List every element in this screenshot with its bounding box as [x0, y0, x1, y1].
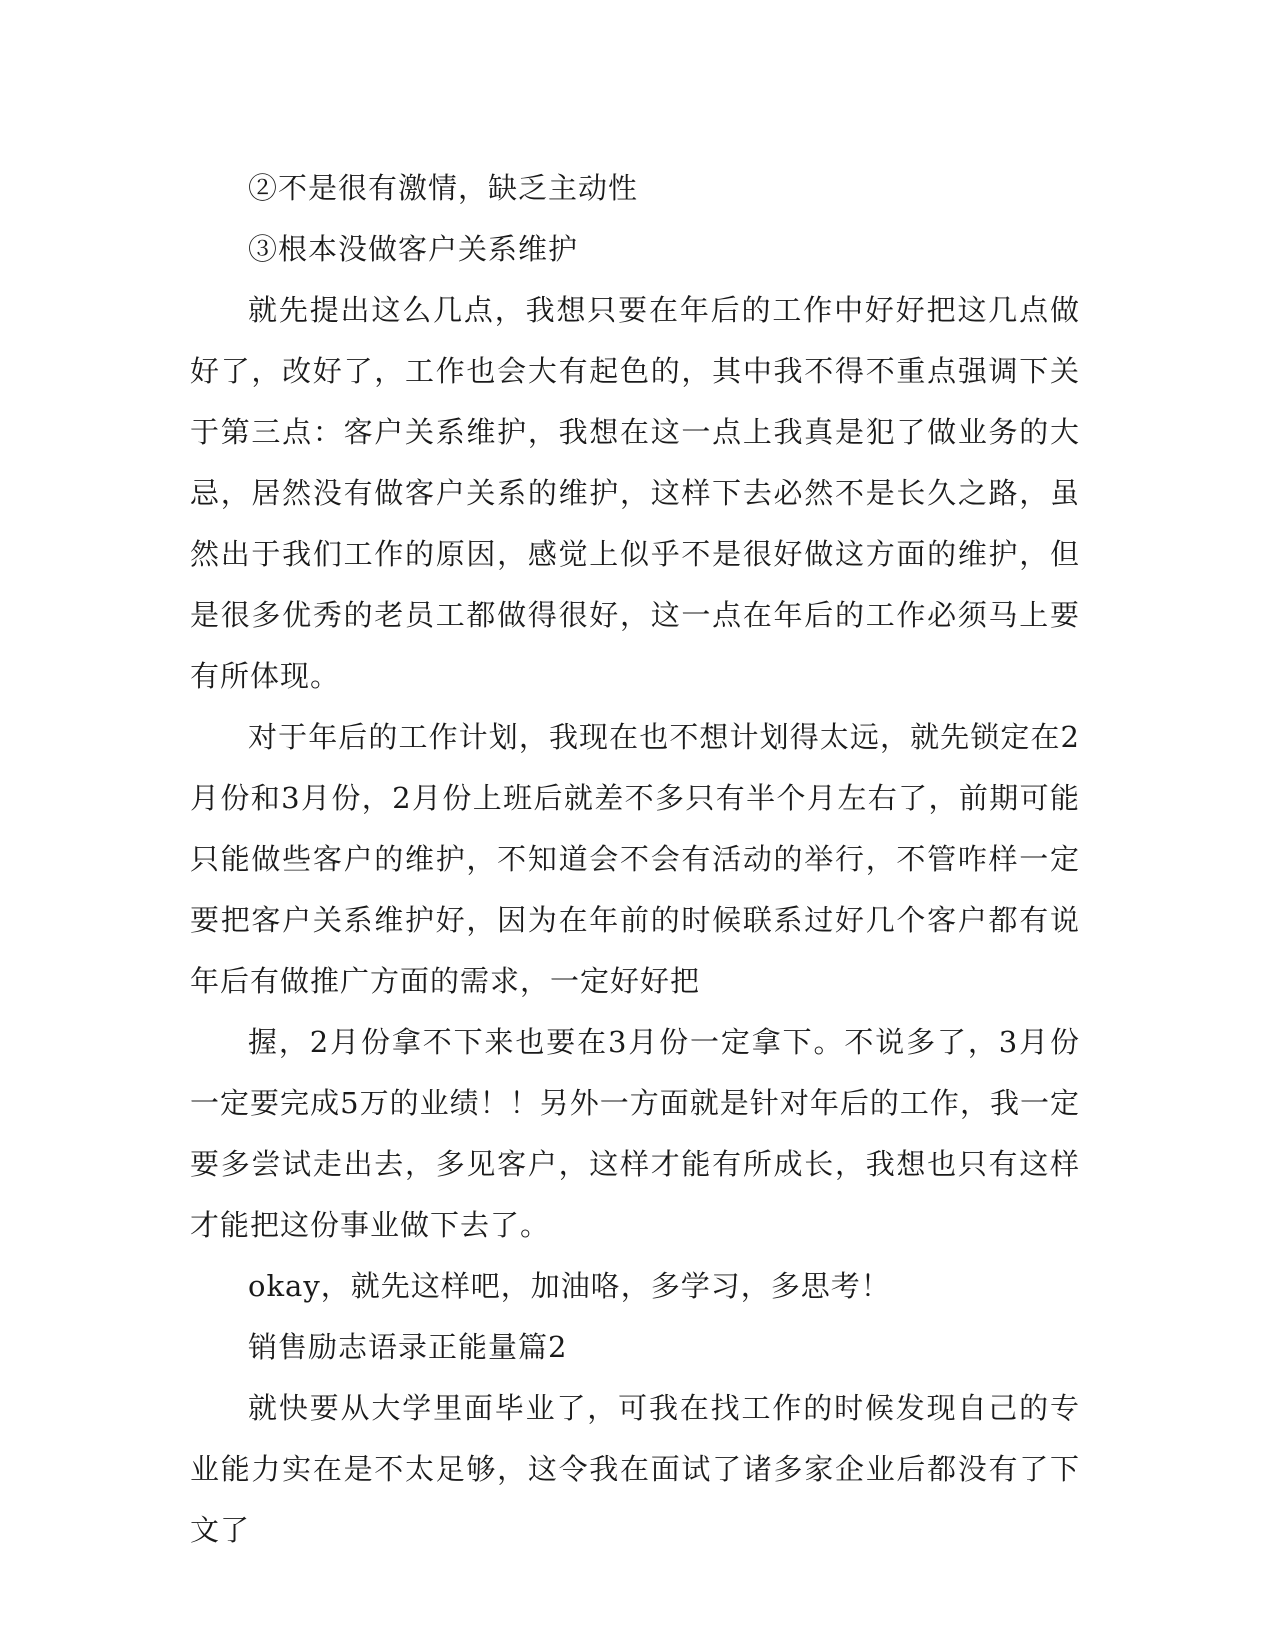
paragraph-goal: 握，2月份拿不下来也要在3月份一定拿下。不说多了，3月份一定要完成5万的业绩！！另外一方面就是针对年后的工作，我一定要多尝试走出去，多见客户，这样才能有所成长，我想也只有这样才能把这份事业做下去了。: [190, 1025, 1080, 1242]
paragraph-graduation: 就快要从大学里面毕业了，可我在找工作的时候发现自己的专业能力实在是不太足够，这令我在面试了诸多家企业后都没有了下文了: [190, 1391, 1080, 1547]
paragraph-point-2: ②不是很有激情，缺乏主动性: [248, 171, 639, 205]
document-body: [190, 158, 1080, 1561]
paragraph-point-3: ③根本没做客户关系维护: [248, 232, 579, 266]
paragraph-closing: okay，就先这样吧，加油咯，多学习，多思考！: [248, 1269, 891, 1303]
section-heading: 销售励志语录正能量篇2: [248, 1330, 568, 1364]
paragraph-customer-maintenance: 就先提出这么几点，我想只要在年后的工作中好好把这几点做好了，改好了，工作也会大有起色的，其中我不得不重点强调下关于第三点：客户关系维护，我想在这一点上我真是犯了做业务的大忌，居然没有做客户关系的维护，这样下去必然不是长久之路，虽然出于我们工作的原因，感觉上似乎不是很好做这方面的维护，但是很多优秀的老员工都做得很好，这一点在年后的工作必须马上要有所体现。: [190, 293, 1080, 693]
paragraph-work-plan: 对于年后的工作计划，我现在也不想计划得太远，就先锁定在2月份和3月份，2月份上班后就差不多只有半个月左右了，前期可能只能做些客户的维护，不知道会不会有活动的举行，不管咋样一定要把客户关系维护好，因为在年前的时候联系过好几个客户都有说年后有做推广方面的需求，一定好好把: [190, 720, 1080, 998]
